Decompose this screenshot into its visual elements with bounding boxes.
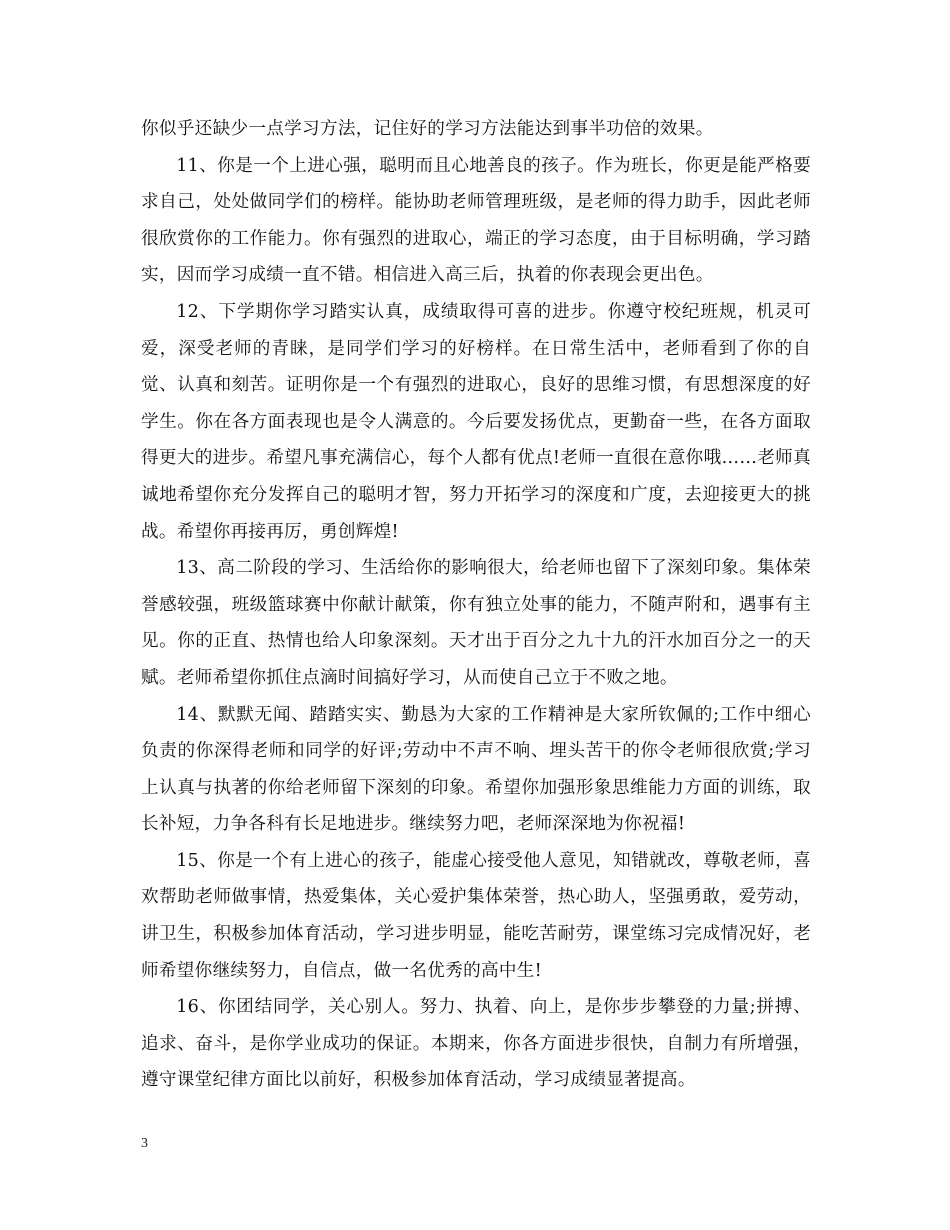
- document-body: [141, 111, 811, 1099]
- paragraph-comment-14: 14、默默无闻、踏踏实实、勤恳为大家的工作精神是大家所钦佩的;工作中细心负责的你深得老师和同学的好评;劳动中不声不响、埋头苦干的你令老师很欣赏;学习上认真与执著的你给老师留下深刻的印象。希望你加强形象思维能力方面的训练，取长补短，力争各科有长足地进步。继续努力吧，老师深深地为你祝福!: [141, 704, 811, 835]
- paragraph-comment-12: 12、下学期你学习踏实认真，成绩取得可喜的进步。你遵守校纪班规，机灵可爱，深受老师的青睐，是同学们学习的好榜样。在日常生活中，老师看到了你的自觉、认真和刻苦。证明你是一个有强烈的进取心，良好的思维习惯，有思想深度的好学生。你在各方面表现也是令人满意的。今后要发扬优点，更勤奋一些，在各方面取得更大的进步。希望凡事充满信心，每个人都有优点!老师一直很在意你哦……老师真诚地希望你充分发挥自己的聪明才智，努力开拓学习的深度和广度，去迎接更大的挑战。希望你再接再厉，勇创辉煌!: [141, 301, 811, 542]
- paragraph-comment-11: 11、你是一个上进心强，聪明而且心地善良的孩子。作为班长，你更是能严格要求自己，处处做同学们的榜样。能协助老师管理班级，是老师的得力助手，因此老师很欣赏你的工作能力。你有强烈的进取心，端正的学习态度，由于目标明确，学习踏实，因而学习成绩一直不错。相信进入高三后，执着的你表现会更出色。: [141, 155, 811, 286]
- paragraph-comment-13: 13、高二阶段的学习、生活给你的影响很大，给老师也留下了深刻印象。集体荣誉感较强，班级篮球赛中你献计献策，你有独立处事的能力，不随声附和，遇事有主见。你的正直、热情也给人印象深刻。天才出于百分之九十九的汗水加百分之一的天赋。老师希望你抓住点滴时间搞好学习，从而使自己立于不败之地。: [141, 558, 811, 688]
- paragraph-comment-16: 16、你团结同学，关心别人。努力、执着、向上，是你步步攀登的力量;拼搏、追求、奋斗，是你学业成功的保证。本期来，你各方面进步很快，自制力有所增强，遵守课堂纪律方面比以前好，积极参加体育活动，学习成绩显著提高。: [141, 997, 811, 1091]
- page-number: 3: [141, 1136, 148, 1151]
- paragraph-comment-15: 15、你是一个有上进心的孩子，能虚心接受他人意见，知错就改，尊敬老师，喜欢帮助老师做事情，热爱集体，关心爱护集体荣誉，热心助人，坚强勇敢，爱劳动，讲卫生，积极参加体育活动，学习进步明显，能吃苦耐劳，课堂练习完成情况好，老师希望你继续努力，自信点，做一名优秀的高中生!: [141, 850, 811, 981]
- paragraph-continuation: 你似乎还缺少一点学习方法，记住好的学习方法能达到事半功倍的效果。: [141, 119, 714, 139]
